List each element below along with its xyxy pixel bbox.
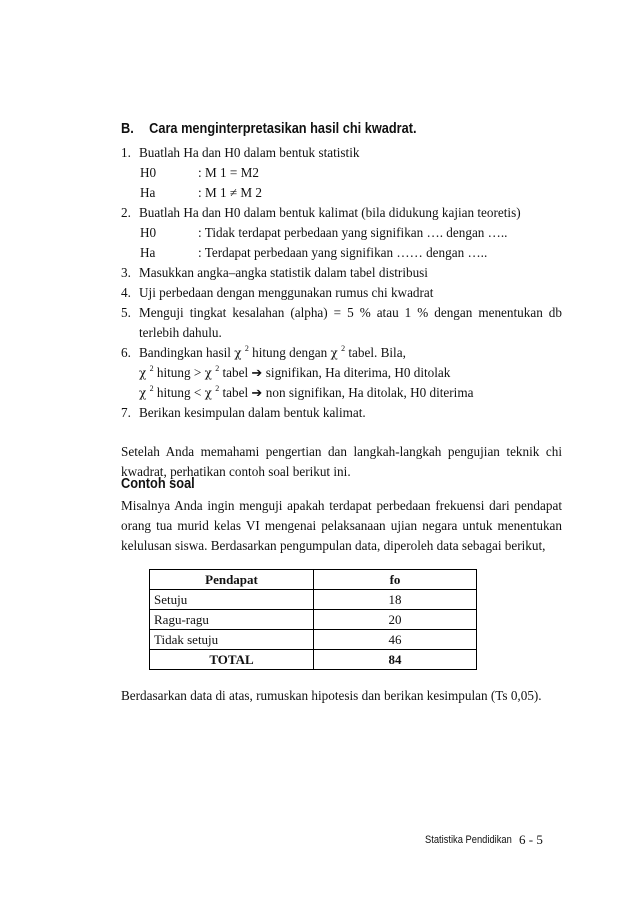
step-2-ha: Ha : Terdapat perbedaan yang signifikan …… dengan ….. [140, 245, 488, 260]
step-3: 3. Masukkan angka–angka statistik dalam tabel distribusi [121, 265, 428, 280]
step-5-line-1: Menguji tingkat kesalahan (alpha) = 5 % atau 1 % dengan menentukan db [139, 305, 562, 320]
section-b-heading [121, 121, 417, 137]
intro-paragraph-line-1: Setelah Anda memahami pengertian dan langkah-langkah pengujian teknik chi [121, 444, 562, 459]
header-pendapat: Pendapat [150, 570, 314, 590]
footer-course-title: Statistika Pendidikan [425, 834, 512, 846]
header-fo: fo [314, 570, 477, 590]
step-7: 7. Berikan kesimpulan dalam bentuk kalimat. [121, 405, 366, 420]
chi-symbol: χ [204, 386, 212, 400]
contoh-line-2: orang tua murid kelas VI mengenai pelaksanaan ujian negara untuk menentukan [121, 518, 562, 533]
step-1-ha: Ha : M 1 ≠ M 2 [140, 185, 263, 200]
section-title: Cara menginterpretasikan hasil chi kwadrat. [149, 121, 417, 137]
table-row: Tidak setuju 46 [150, 630, 477, 650]
arrow-right-icon: ➔ [251, 365, 263, 380]
step-4: 4. Uji perbedaan dengan menggunakan rumus chi kwadrat [121, 285, 434, 300]
instruction-text: Berdasarkan data di atas, rumuskan hipotesis dan berikan kesimpulan (Ts 0,05). [121, 688, 542, 703]
step-6-condition-1: χ $^2$ hitung > χ $^2$ tabel ➔ signifikan, Ha diterima, H0 ditolak [139, 364, 451, 380]
footer-page-number: 6 - 5 [519, 832, 543, 847]
step-1-h0: H0 : M 1 = M2 [140, 165, 259, 180]
intro-paragraph-line-2: kwadrat, perhatikan contoh soal berikut ini. [121, 464, 351, 479]
step-6: 6. Bandingkan hasil χ $^2$ hitung dengan χ $^2$ tabel. Bila, [121, 344, 406, 360]
section-letter: B. [121, 121, 134, 137]
chi-symbol: χ [139, 366, 147, 380]
step-5-number: 5. [121, 305, 131, 320]
step-2-h0: H0 : Tidak terdapat perbedaan yang signifikan …. dengan ….. [140, 225, 508, 240]
step-6-condition-2: χ $^2$ hitung < χ $^2$ tabel ➔ non signifikan, Ha ditolak, H0 diterima [139, 384, 474, 400]
chi-symbol: χ [204, 366, 212, 380]
arrow-right-icon: ➔ [251, 385, 263, 400]
table-row: Setuju 18 [150, 590, 477, 610]
table-row: Ragu-ragu 20 [150, 610, 477, 630]
contoh-soal-heading: Contoh soal [121, 476, 195, 492]
contoh-line-1: Misalnya Anda ingin menguji apakah terdapat perbedaan frekuensi dari pendapat [121, 498, 562, 513]
step-5-line-2: terlebih dahulu. [139, 325, 222, 340]
frequency-table [149, 569, 477, 670]
chi-symbol: χ [330, 346, 338, 360]
chi-symbol: χ [139, 386, 147, 400]
chi-symbol: χ [234, 346, 242, 360]
table-total-row: TOTAL 84 [150, 650, 477, 670]
contoh-line-3: kelulusan siswa. Berdasarkan pengumpulan data, diperoleh data sebagai berikut, [121, 538, 546, 553]
table-header-row [150, 570, 477, 590]
step-2: 2. Buatlah Ha dan H0 dalam bentuk kalimat (bila didukung kajian teoretis) [121, 205, 521, 220]
step-1: 1. Buatlah Ha dan H0 dalam bentuk statistik [121, 145, 360, 160]
